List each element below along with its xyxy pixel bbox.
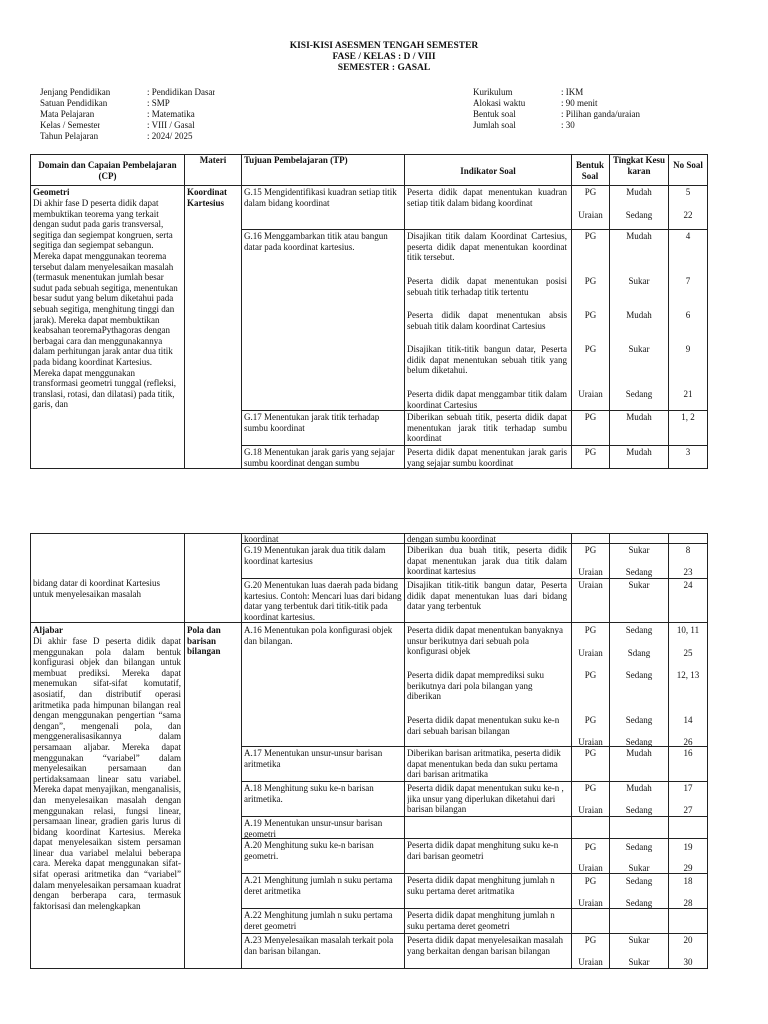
indikator-text: Peserta didik dapat menentukan posisi sebuah titik terhadap titik tertentu	[407, 276, 567, 297]
cp-domain-title: Aljabar	[33, 625, 63, 635]
info-label: Jenjang Pendidikan	[40, 87, 111, 97]
tingkat-kesukaran: Sukar	[628, 863, 650, 873]
info-value: : SMP	[147, 98, 170, 108]
no-soal: 23	[683, 567, 693, 577]
bentuk-soal: PG	[584, 231, 597, 241]
indikator-text: Diberikan dua buah titik, peserta didik dapat menentukan jarak dua titik dalam koordinat kartesius	[407, 545, 567, 577]
cp-description: Di akhir fase D peserta didik dapat menggunakan pola dalam bentuk konfigurasi objek dan bilangan untuk membuat prediksi. Mereka dapat menemukan sifat-sifat komutatif, asosiatif, dan distributif operasi aritmetika pada himpunan bilangan real dengan menggunakan pengertian “sama dengan”, mengenali pola, dan menggeneralisasikannya dalam persamaan aljabar. Mereka dapat menggunakan “variabel” dalam menyelesaikan persamaan dan pertidaksamaan linear satu variabel. Mereka dapat menyajikan, menganalisis, dan menyelesaikan masalah dengan menggunakan relasi, fungsi linear, persamaan linear, gradien garis lurus di bidang koordinat Kartesius. Mereka dapat menyelesaikan sistem persaman linear dua variabel melalui beberapa cara. Mereka dapat menggunakan sifat-sifat operasi aritmetika dan “variabel” dalam menyelesaikan persamaan kuadrat dengan berberapa cara, termasuk faktorisasi dan melengkapkan	[33, 636, 181, 911]
doc-title: KISI-KISI ASESMEN TENGAH SEMESTER	[289, 41, 479, 51]
tingkat-kesukaran: Sedang	[625, 567, 653, 577]
tp-text: A.22 Menghitung jumlah n suku pertama deret geometri	[244, 910, 393, 931]
indikator-text: Peserta didik dapat menggambar titik dalam koordinat Cartesius	[407, 389, 567, 410]
info-label: Mata Pelajaran	[40, 109, 95, 119]
indikator-text: Peserta didik dapat menghitung suku ke-n dari barisan geometri	[407, 840, 559, 861]
bentuk-soal: Uraian	[578, 957, 603, 967]
indikator-text: Peserta didik dapat menentukan absis sebuah titik dalam koordinat Cartesius	[407, 310, 567, 331]
tingkat-kesukaran: Sedang	[625, 842, 653, 852]
tingkat-kesukaran: Mudah	[626, 783, 652, 793]
tingkat-kesukaran: Mudah	[626, 310, 652, 320]
bentuk-soal: PG	[584, 935, 597, 945]
tp-text: koordinat	[244, 534, 279, 544]
tp-text: A.17 Menentukan unsur-unsur barisan aritmetika	[244, 748, 383, 769]
bentuk-soal: Uraian	[578, 737, 603, 747]
no-soal: 29	[683, 863, 693, 873]
indikator-text: Peserta didik dapat menentukan jarak garis yang sejajar sumbu koordinat	[407, 447, 567, 468]
no-soal: 7	[685, 276, 691, 286]
info-value: : 90 menit	[561, 98, 598, 108]
no-soal: 26	[683, 737, 693, 747]
tingkat-kesukaran: Sedang	[625, 389, 653, 399]
indikator-text: Disajikan titik dalam Koordinat Cartesius, peserta didik dapat menentukan koordinat titik tersebut.	[407, 231, 567, 263]
info-value: : Pilihan ganda/uraian	[561, 109, 640, 119]
tingkat-kesukaran: Sukar	[628, 580, 650, 590]
info-label: Kurikulum	[473, 87, 513, 97]
indikator-text: Disajikan titik-titik bangun datar, Peserta didik dapat menentukan luas dari bidang datar yang terbentuk	[407, 580, 567, 612]
bentuk-soal: Uraian	[578, 567, 603, 577]
tp-text: G.19 Menentukan jarak dua titik dalam koordinat kartesius	[244, 545, 386, 566]
tingkat-kesukaran: Sukar	[628, 545, 650, 555]
bentuk-soal: Uraian	[578, 648, 603, 658]
bentuk-soal: PG	[584, 310, 597, 320]
tingkat-kesukaran: Sukar	[628, 276, 650, 286]
no-soal: 30	[683, 957, 693, 967]
header-tingkat: Tingkat Kesukaran	[612, 155, 666, 176]
tingkat-kesukaran: Sedang	[625, 805, 653, 815]
info-value: : Pendidikan Dasar	[147, 87, 216, 97]
tp-text: A.16 Menentukan pola konfigurasi objek dan bilangan.	[244, 625, 393, 646]
bentuk-soal: PG	[584, 276, 597, 286]
bentuk-soal: PG	[584, 625, 597, 635]
tingkat-kesukaran: Sukar	[628, 935, 650, 945]
info-label: Satuan Pendidikan	[40, 98, 108, 108]
indikator-text: Peserta didik dapat menentukan banyaknya unsur berikutnya dari sebuah pola konfigurasi objek	[407, 625, 563, 657]
no-soal: 10, 11	[676, 625, 700, 635]
tingkat-kesukaran: Mudah	[626, 187, 652, 197]
info-label: Tahun Pelajaran	[40, 131, 99, 141]
tp-text: G.16 Menggambarkan titik atau bangun datar pada koordinat kartesius.	[244, 231, 388, 252]
tp-text: A.21 Menghitung jumlah n suku pertama deret aritmetika	[244, 875, 393, 896]
info-value: : IKM	[561, 87, 584, 97]
info-value: : Matematika	[147, 109, 195, 119]
indikator-text: dengan sumbu koordinat	[407, 534, 496, 544]
indikator-text: Peserta didik dapat menentukan suku ke-n , jika unsur yang diperlukan diketahui dari barisan bilangan	[407, 783, 564, 815]
no-soal: 20	[683, 935, 693, 945]
tp-text: A.19 Menentukan unsur-unsur barisan geometri	[244, 818, 383, 839]
bentuk-soal: PG	[584, 344, 597, 354]
bentuk-soal: PG	[584, 715, 597, 725]
info-label: Jumlah soal	[473, 120, 516, 130]
bentuk-soal: PG	[584, 447, 597, 457]
no-soal: 6	[685, 310, 691, 320]
no-soal: 3	[685, 447, 691, 457]
indikator-text: Peserta didik dapat menyelesaikan masalah yang berkaitan dengan barisan bilangan	[407, 935, 563, 956]
tingkat-kesukaran: Sukar	[628, 957, 650, 967]
tingkat-kesukaran: Sdang	[627, 648, 651, 658]
bentuk-soal: Uraian	[578, 389, 603, 399]
no-soal: 17	[683, 783, 693, 793]
no-soal: 8	[685, 545, 691, 555]
tp-text: G.20 Menentukan luas daerah pada bidang kartesius. Contoh: Mencari luas dari bidang datar yang terbentuk dari titik-titik pada koordinat kartesius.	[244, 580, 402, 622]
header-materi: Materi	[199, 155, 227, 165]
cp-description-cont: bidang datar di koordinat Kartesius untuk menyelesaikan masalah	[33, 578, 160, 599]
tingkat-kesukaran: Sedang	[625, 898, 653, 908]
tingkat-kesukaran: Mudah	[626, 748, 652, 758]
info-value: : 2024/ 2025	[147, 131, 193, 141]
tp-text: G.17 Menentukan jarak titik terhadap sumbu koordinat	[244, 412, 380, 433]
bentuk-soal: PG	[584, 876, 597, 886]
header-cp: Domain dan Capaian Pembelajaran (CP)	[38, 160, 177, 181]
no-soal: 4	[685, 231, 691, 241]
indikator-text: Peserta didik dapat menentukan kuadran setiap titik dalam bidang koordinat	[407, 187, 567, 208]
materi-text: Pola dan barisan bilangan	[187, 625, 221, 657]
tingkat-kesukaran: Sedang	[625, 715, 653, 725]
tingkat-kesukaran: Mudah	[626, 231, 652, 241]
bentuk-soal: PG	[584, 187, 597, 197]
bentuk-soal: Uraian	[578, 210, 603, 220]
tp-text: A.23 Menyelesaikan masalah terkait pola dan barisan bilangan.	[244, 935, 394, 956]
bentuk-soal: PG	[584, 670, 597, 680]
no-soal: 12, 13	[676, 670, 700, 680]
bentuk-soal: Uraian	[578, 580, 603, 590]
bentuk-soal: PG	[584, 783, 597, 793]
info-value: : VIII / Gasal	[147, 120, 195, 130]
bentuk-soal: Uraian	[578, 863, 603, 873]
indikator-text: Diberikan sebuah titik, peserta didik dapat menentukan jarak titik terhadap sumbu koordinat	[407, 412, 567, 444]
materi-text: Koordinat Kartesius	[187, 187, 228, 208]
header-tp: Tujuan Pembelajaran (TP)	[244, 155, 348, 165]
indikator-text: Peserta didik dapat menghitung jumlah n suku pertama deret geometri	[407, 910, 555, 931]
info-label: Kelas / Semester	[40, 120, 101, 130]
tingkat-kesukaran: Mudah	[626, 447, 652, 457]
no-soal: 5	[685, 187, 691, 197]
cp-description: Di akhir fase D peserta didik dapat membuktikan teorema yang terkait dengan sudut pada garis transversal, segitiga dan segiempat kongruen, serta segitiga dan segiempat sebangun. Mereka dapat menggunakan teorema tersebut dalam menyelesaikan masalah (termasuk menentukan jumlah besar sudut pada sebuah segitiga, menentukan besar sudut yang belum diketahui pada sebuah segitiga, menghitung tinggi dan jarak). Mereka dapat membuktikan keabsahan teoremaPythagoras dengan berbagai cara dan menggunakannya dalam perhitungan jarak antar dua titik pada bidang koordinat Kartesius. Mereka dapat menggunakan transformasi geometri tunggal (refleksi, translasi, rotasi, dan dilatasi) pada titik, garis, dan	[33, 198, 178, 410]
tp-text: G.15 Mengidentifikasi kuadran setiap titik dalam bidang koordinat	[244, 187, 397, 208]
info-label: Alokasi waktu	[473, 98, 526, 108]
tingkat-kesukaran: Sukar	[628, 344, 650, 354]
no-soal: 25	[683, 648, 693, 658]
no-soal: 1, 2	[681, 412, 695, 422]
tingkat-kesukaran: Sedang	[625, 737, 653, 747]
info-label: Bentuk soal	[473, 109, 516, 119]
tp-text: G.18 Menentukan jarak garis yang sejajar sumbu koordinat dengan sumbu	[244, 447, 395, 468]
indikator-text: Peserta didik dapat memprediksi suku berikutnya dari pola bilangan yang diberikan	[407, 670, 544, 702]
bentuk-soal: PG	[584, 412, 597, 422]
bentuk-soal: Uraian	[578, 805, 603, 815]
no-soal: 18	[683, 876, 693, 886]
tingkat-kesukaran: Sedang	[625, 670, 653, 680]
no-soal: 24	[683, 580, 693, 590]
no-soal: 21	[683, 389, 693, 399]
bentuk-soal: PG	[584, 842, 597, 852]
no-soal: 28	[683, 898, 693, 908]
tingkat-kesukaran: Sedang	[625, 625, 653, 635]
no-soal: 19	[683, 842, 693, 852]
no-soal: 27	[683, 805, 693, 815]
tingkat-kesukaran: Mudah	[626, 412, 652, 422]
info-value: : 30	[561, 120, 575, 130]
no-soal: 9	[685, 344, 691, 354]
tingkat-kesukaran: Sedang	[625, 210, 653, 220]
bentuk-soal: PG	[584, 545, 597, 555]
doc-subtitle-fase: FASE / KELAS : D / VIII	[332, 52, 436, 62]
bentuk-soal: PG	[584, 748, 597, 758]
no-soal: 16	[683, 748, 693, 758]
no-soal: 14	[683, 715, 693, 725]
cp-domain-title: Geometri	[33, 187, 70, 197]
indikator-text: Peserta didik dapat menentukan suku ke-n dari sebuah barisan bilangan	[407, 715, 560, 736]
no-soal: 22	[683, 210, 693, 220]
bentuk-soal: Uraian	[578, 898, 603, 908]
tingkat-kesukaran: Sedang	[625, 876, 653, 886]
indikator-text: Disajikan titik-titik bangun datar, Peserta didik dapat menentukan sebuah titik yang belum diketahui.	[407, 344, 567, 376]
tp-text: A.18 Menghitung suku ke-n barisan aritmetika.	[244, 783, 374, 804]
header-no: No Soal	[673, 160, 703, 170]
indikator-text: Peserta didik dapat menghitung jumlah n suku pertama deret aritmatika	[407, 875, 555, 896]
doc-subtitle-semester: SEMESTER : GASAL	[337, 63, 431, 73]
indikator-text: Diberikan barisan aritmatika, peserta didik dapat menentukan beda dan suku pertama dari barisan aritmatika	[407, 748, 561, 780]
header-indikator: Indikator Soal	[460, 166, 516, 176]
header-bentuk: Bentuk Soal	[575, 160, 604, 181]
tp-text: A.20 Menghitung suku ke-n barisan geometri.	[244, 840, 374, 861]
